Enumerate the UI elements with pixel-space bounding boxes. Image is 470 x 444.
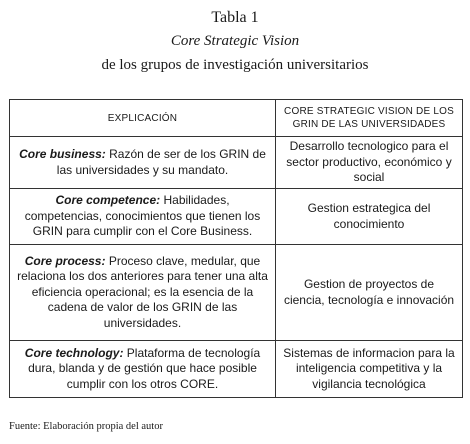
vision-cell: Desarrollo tecnologico para el sector productivo, económico y social bbox=[276, 137, 463, 189]
table-number: Tabla 1 bbox=[211, 9, 259, 26]
explanation-cell bbox=[10, 137, 276, 189]
term-label: Core business: bbox=[19, 147, 106, 161]
term-label: Core competence: bbox=[55, 193, 161, 208]
source-text: Elaboración propia del autor bbox=[43, 421, 163, 432]
header-core-vision: CORE STRATEGIC VISION DE LOS GRIN DE LAS UNIVERSIDADES bbox=[276, 100, 463, 137]
table-title: Core Strategic Vision bbox=[170, 33, 300, 49]
term-explanation: Razón de ser de los GRIN de las universidades y su mandato. bbox=[56, 147, 266, 177]
header-explanation: EXPLICACIÓN bbox=[10, 100, 276, 137]
table-row bbox=[10, 341, 463, 398]
table-header-row bbox=[10, 100, 463, 137]
term-explanation: Proceso clave, medular, que relaciona los dos anteriores para tener una alta eficiencia operacional; es la esencia de la cadena de valor de los GRIN de las universidades. bbox=[17, 253, 268, 330]
explanation-cell bbox=[10, 189, 276, 245]
vision-cell: Sistemas de informacion para la inteligencia competitiva y la vigilancia tecnológica bbox=[276, 341, 463, 398]
explanation-cell bbox=[10, 341, 276, 398]
source-note bbox=[9, 420, 163, 433]
term-explanation: Plataforma de tecnología dura, blanda y de gestión que hace posible cumplir con los otros CORE. bbox=[28, 345, 261, 391]
source-label: Fuente: bbox=[9, 421, 41, 432]
table-row bbox=[10, 189, 463, 245]
table-subtitle: de los grupos de investigación universitarios bbox=[101, 57, 369, 73]
core-vision-table bbox=[9, 99, 463, 398]
table-row bbox=[10, 245, 463, 341]
table-row bbox=[10, 137, 463, 189]
term-label: Core process: bbox=[24, 253, 106, 268]
vision-cell: Gestion de proyectos de ciencia, tecnología e innovación bbox=[276, 245, 463, 341]
term-explanation: Habilidades, competencias, conocimientos que tienen los GRIN para cumplir con el Core Business. bbox=[24, 193, 261, 239]
explanation-cell bbox=[10, 245, 276, 341]
vision-cell: Gestion estrategica del conocimiento bbox=[276, 189, 463, 245]
term-label: Core technology: bbox=[24, 345, 124, 360]
